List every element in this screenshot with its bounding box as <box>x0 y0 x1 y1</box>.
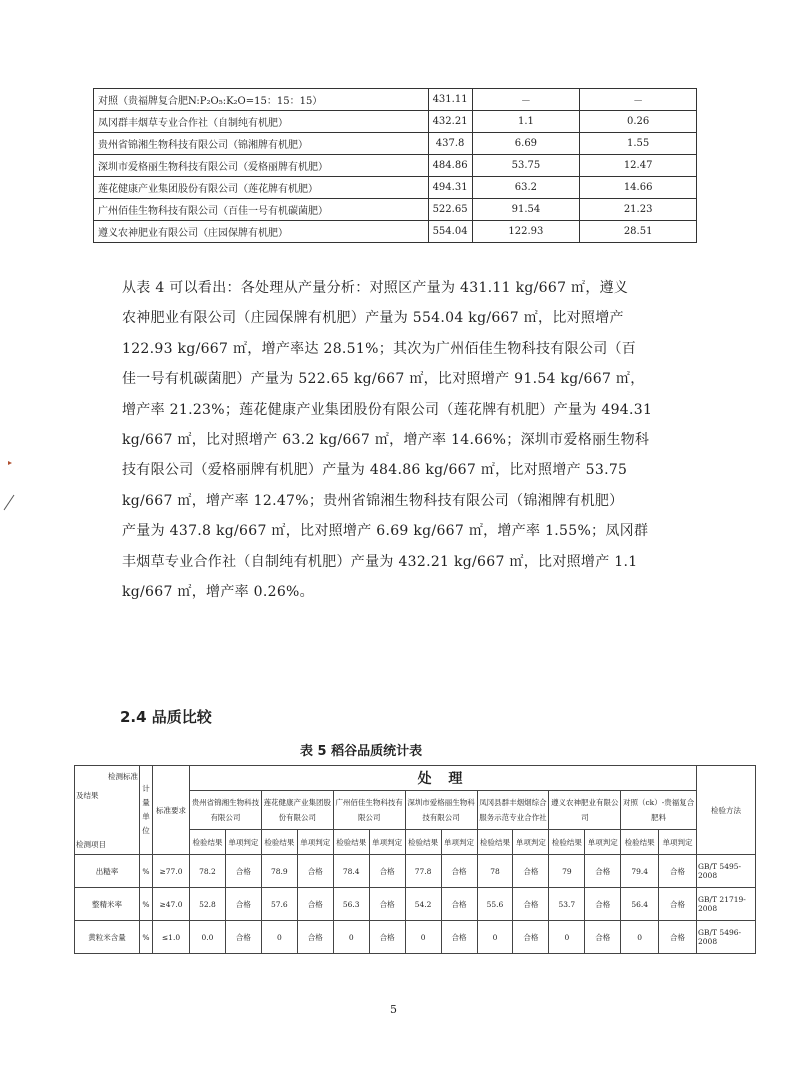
method-cell: GB/T 5495-2008 <box>697 855 756 888</box>
judge-header: 单项判定 <box>297 830 333 855</box>
judge-header: 单项判定 <box>659 830 697 855</box>
analysis-paragraph <box>122 273 710 607</box>
judge-cell: 合格 <box>513 855 549 888</box>
result-header: 检验结果 <box>549 830 585 855</box>
paragraph-line: 技有限公司（爱格丽牌有机肥）产量为 484.86 kg/667 ㎡，比对照增产 53.75 <box>122 462 628 479</box>
table-row <box>94 177 697 199</box>
result-cell: 79 <box>549 855 585 888</box>
result-cell: 78 <box>477 855 513 888</box>
org-line: 服务示范专业合作社 <box>479 813 547 822</box>
increase-cell: － <box>472 89 580 111</box>
judge-cell: 合格 <box>585 888 621 921</box>
result-header: 检验结果 <box>261 830 297 855</box>
table-row <box>94 221 697 243</box>
result-cell: 77.8 <box>405 855 441 888</box>
paragraph-line: 从表 4 可以看出：各处理从产量分析：对照区产量为 431.11 kg/667 ㎡，遵义 <box>122 280 629 296</box>
method-cell: GB/T 5496-2008 <box>697 921 756 954</box>
unit-char: 量 <box>142 798 150 807</box>
yield-cell: 554.04 <box>428 221 472 243</box>
yield-cell: 494.31 <box>428 177 472 199</box>
result-header: 检验结果 <box>333 830 369 855</box>
result-cell: 0 <box>405 921 441 954</box>
org-line: 司 <box>581 813 589 822</box>
corner-bottom: 检测项目 <box>76 839 106 849</box>
judge-cell: 合格 <box>659 921 697 954</box>
paragraph-line: 丰烟草专业合作社（自制纯有机肥）产量为 432.21 kg/667 ㎡，比对照增产 1.1 <box>122 553 638 570</box>
corner-header <box>75 766 140 855</box>
rate-cell: － <box>580 89 697 111</box>
scan-mark <box>2 455 22 515</box>
judge-cell: 合格 <box>585 921 621 954</box>
yield-cell: 432.21 <box>428 111 472 133</box>
judge-header: 单项判定 <box>585 830 621 855</box>
unit-char: 位 <box>142 826 150 835</box>
result-cell: 56.3 <box>333 888 369 921</box>
judge-cell: 合格 <box>513 921 549 954</box>
standard-header: 标准要求 <box>153 766 190 855</box>
result-cell: 55.6 <box>477 888 513 921</box>
increase-cell: 122.93 <box>472 221 580 243</box>
increase-cell: 91.54 <box>472 199 580 221</box>
table-row <box>75 921 756 954</box>
result-cell: 78.2 <box>190 855 226 888</box>
treatment-name: 对照（贵福牌复合肥N:P₂O₅:K₂O=15：15：15） <box>94 89 429 111</box>
result-header: 检验结果 <box>405 830 441 855</box>
org-line: 有限公司 <box>210 813 241 822</box>
judge-header: 单项判定 <box>369 830 405 855</box>
org-line: 莲花健康产业集团股 <box>263 798 332 807</box>
org-line: 肥料 <box>651 813 667 822</box>
table-row <box>94 89 697 111</box>
treatment-name: 凤冈群丰烟草专业合作社（自制纯有机肥） <box>94 111 429 133</box>
org-header <box>621 791 697 830</box>
judge-cell: 合格 <box>659 888 697 921</box>
result-cell: 0 <box>477 921 513 954</box>
org-header <box>333 791 405 830</box>
judge-header: 单项判定 <box>513 830 549 855</box>
item-cell: 整精米率 <box>75 888 140 921</box>
org-line: 凤冈县群丰烟烟综合 <box>479 798 547 807</box>
treatment-name: 广州佰佳生物科技有限公司（百佳一号有机碳菌肥） <box>94 199 429 221</box>
judge-cell: 合格 <box>441 921 477 954</box>
result-cell: 57.6 <box>261 888 297 921</box>
unit-cell: % <box>140 888 153 921</box>
org-line: 限公司 <box>357 813 381 822</box>
judge-cell: 合格 <box>297 855 333 888</box>
judge-cell: 合格 <box>225 888 261 921</box>
item-cell: 黄粒米含量 <box>75 921 140 954</box>
org-header <box>405 791 477 830</box>
org-line: 对照（ck）-贵福复合 <box>622 798 695 807</box>
judge-cell: 合格 <box>297 888 333 921</box>
judge-header: 单项判定 <box>225 830 261 855</box>
method-cell: GB/T 21719-2008 <box>697 888 756 921</box>
result-cell: 56.4 <box>621 888 659 921</box>
standard-cell: ≤1.0 <box>153 921 190 954</box>
judge-cell: 合格 <box>369 855 405 888</box>
unit-header <box>140 766 153 855</box>
yield-cell: 484.86 <box>428 155 472 177</box>
org-line: 技有限公司 <box>422 813 460 822</box>
paragraph-line: 增产率 21.23%；莲花健康产业集团股份有限公司（莲花牌有机肥）产量为 494.31 <box>122 401 653 418</box>
result-cell: 53.7 <box>549 888 585 921</box>
rate-cell: 0.26 <box>580 111 697 133</box>
judge-cell: 合格 <box>225 855 261 888</box>
rate-cell: 12.47 <box>580 155 697 177</box>
result-cell: 79.4 <box>621 855 659 888</box>
org-line: 深圳市爱格丽生物科 <box>407 798 475 807</box>
increase-cell: 1.1 <box>472 111 580 133</box>
paragraph-line: 产量为 437.8 kg/667 ㎡，比对照增产 6.69 kg/667 ㎡，增产率 1.55%；凤冈群 <box>122 523 649 540</box>
org-line: 广州佰佳生物科技有 <box>335 798 403 807</box>
yield-cell: 522.65 <box>428 199 472 221</box>
result-header: 检验结果 <box>190 830 226 855</box>
org-line: 遵义农神肥业有限公 <box>551 798 619 807</box>
table5-caption: 表 5 稻谷品质统计表 <box>300 744 423 759</box>
unit-cell: % <box>140 855 153 888</box>
result-cell: 0 <box>261 921 297 954</box>
standard-cell: ≥77.0 <box>153 855 190 888</box>
result-cell: 78.9 <box>261 855 297 888</box>
yield-cell: 431.11 <box>428 89 472 111</box>
judge-cell: 合格 <box>441 855 477 888</box>
rate-cell: 14.66 <box>580 177 697 199</box>
org-header <box>477 791 549 830</box>
standard-cell: ≥47.0 <box>153 888 190 921</box>
table-row <box>75 855 756 888</box>
section-heading: 2.4 品质比较 <box>120 708 212 726</box>
result-cell: 0 <box>549 921 585 954</box>
treatment-name: 深圳市爱格丽生物科技有限公司（爱格丽牌有机肥） <box>94 155 429 177</box>
paragraph-line: 农神肥业有限公司（庄园保牌有机肥）产量为 554.04 kg/667 ㎡，比对照增产 <box>122 310 624 327</box>
judge-cell: 合格 <box>585 855 621 888</box>
yield-cell: 437.8 <box>428 133 472 155</box>
result-header: 检验结果 <box>477 830 513 855</box>
org-header <box>549 791 621 830</box>
paragraph-line: kg/667 ㎡，增产率 0.26%。 <box>122 584 314 601</box>
table-row <box>94 155 697 177</box>
increase-cell: 53.75 <box>472 155 580 177</box>
result-cell: 52.8 <box>190 888 226 921</box>
header-row <box>75 766 756 791</box>
rate-cell: 1.55 <box>580 133 697 155</box>
judge-cell: 合格 <box>369 921 405 954</box>
judge-cell: 合格 <box>513 888 549 921</box>
treatment-header: 处 理 <box>190 766 697 791</box>
paragraph-line: kg/667 ㎡，增产率 12.47%；贵州省锦湘生物科技有限公司（锦湘牌有机肥） <box>122 492 624 509</box>
treatment-name: 遵义农神肥业有限公司（庄园保牌有机肥） <box>94 221 429 243</box>
quality-table <box>74 765 756 954</box>
increase-cell: 6.69 <box>472 133 580 155</box>
yield-table <box>93 88 697 243</box>
item-cell: 出糙率 <box>75 855 140 888</box>
judge-cell: 合格 <box>297 921 333 954</box>
judge-cell: 合格 <box>225 921 261 954</box>
judge-cell: 合格 <box>369 888 405 921</box>
judge-cell: 合格 <box>659 855 697 888</box>
treatment-name: 贵州省锦湘生物科技有限公司（锦湘牌有机肥） <box>94 133 429 155</box>
result-cell: 0.0 <box>190 921 226 954</box>
table-row <box>94 133 697 155</box>
table-row <box>94 199 697 221</box>
org-line: 贵州省锦湘生物科技 <box>191 798 260 807</box>
unit-char: 单 <box>142 812 150 821</box>
org-line: 份有限公司 <box>278 813 317 822</box>
corner-mid: 及结果 <box>76 790 99 800</box>
unit-cell: % <box>140 921 153 954</box>
method-header: 检验方法 <box>697 766 756 855</box>
result-header: 检验结果 <box>621 830 659 855</box>
rate-cell: 21.23 <box>580 199 697 221</box>
table-row <box>94 111 697 133</box>
result-cell: 54.2 <box>405 888 441 921</box>
result-cell: 78.4 <box>333 855 369 888</box>
org-header <box>261 791 333 830</box>
page-number: 5 <box>390 1003 397 1016</box>
table-row <box>75 888 756 921</box>
rate-cell: 28.51 <box>580 221 697 243</box>
result-cell: 0 <box>333 921 369 954</box>
paragraph-line: kg/667 ㎡，比对照增产 63.2 kg/667 ㎡，增产率 14.66%；深圳市爱格丽生物科 <box>122 432 650 449</box>
corner-top: 检测标准 <box>108 771 138 781</box>
treatment-name: 莲花健康产业集团股份有限公司（莲花牌有机肥） <box>94 177 429 199</box>
judge-header: 单项判定 <box>441 830 477 855</box>
judge-cell: 合格 <box>441 888 477 921</box>
unit-char: 计 <box>142 784 150 793</box>
paragraph-line: 佳一号有机碳菌肥）产量为 522.65 kg/667 ㎡，比对照增产 91.54 kg/667 ㎡， <box>122 371 645 388</box>
result-cell: 0 <box>621 921 659 954</box>
paragraph-line: 122.93 kg/667 ㎡，增产率达 28.51%；其次为广州佰佳生物科技有限公司（百 <box>122 340 637 357</box>
org-header <box>190 791 262 830</box>
increase-cell: 63.2 <box>472 177 580 199</box>
